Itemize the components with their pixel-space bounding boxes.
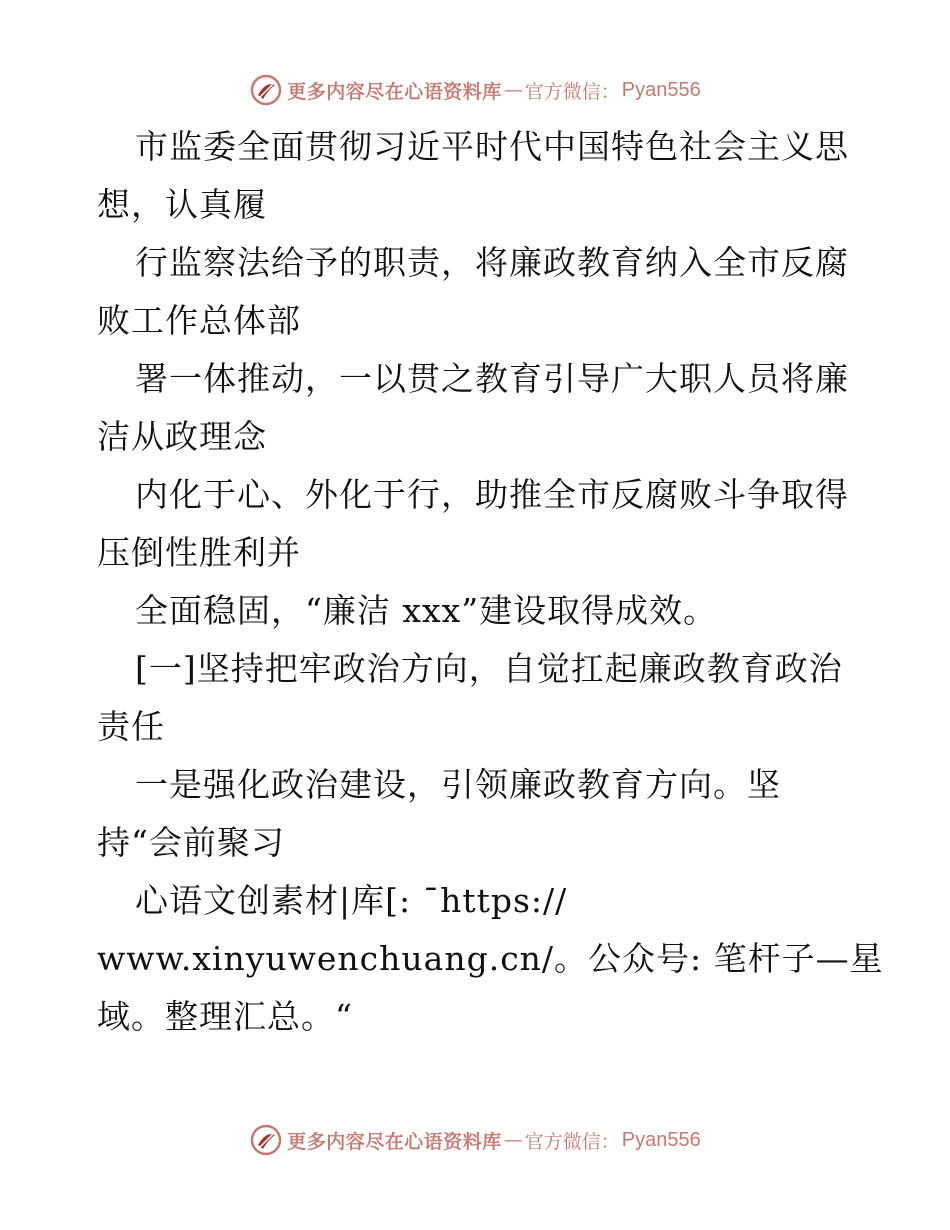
text-line: 全面稳固，“廉洁 xxx”建设取得成效。: [135, 591, 718, 630]
document-body: [97, 118, 884, 1046]
text-line: 心语文创素材|库[: ¯https://: [135, 881, 568, 920]
logo-icon: [249, 73, 283, 107]
text-line: 压倒性胜利并: [97, 533, 301, 572]
text-line: 洁从政理念: [97, 417, 267, 456]
text-line: 想，认真履: [97, 185, 267, 224]
banner-dash: —: [503, 1129, 523, 1151]
text-line: 责任: [97, 707, 165, 746]
footer-watermark-banner: [0, 1120, 950, 1160]
text-line: www.xinyuwenchuang.cn/。公众号: 笔杆子—星: [97, 939, 884, 978]
text-line: 域。整理汇总。“: [97, 997, 353, 1036]
text-line: 行监察法给予的职责，将廉政教育纳入全市反腐: [135, 243, 849, 282]
text-line: 市监委全面贯彻习近平时代中国特色社会主义思: [135, 127, 849, 166]
text-line: 败工作总体部: [97, 301, 301, 340]
text-line: 持“会前聚习: [97, 823, 285, 862]
banner-site-text: 更多内容尽在心语资料库: [287, 1130, 502, 1153]
banner-site-text: 更多内容尽在心语资料库: [287, 80, 502, 103]
banner-wechat-id: Pyan556: [621, 1128, 701, 1151]
text-line: 内化于心、外化于行，助推全市反腐败斗争取得: [135, 475, 849, 514]
banner-wechat-label: 官方微信：: [524, 1130, 620, 1153]
banner-wechat-label: 官方微信：: [524, 80, 620, 103]
header-watermark-banner: [0, 70, 950, 110]
banner-dash: —: [503, 79, 523, 101]
logo-icon: [249, 1123, 283, 1157]
text-line: 署一体推动，一以贯之教育引导广大职人员将廉: [135, 359, 849, 398]
text-line: 一是强化政治建设，引领廉政教育方向。坚: [135, 765, 781, 804]
banner-wechat-id: Pyan556: [621, 78, 701, 101]
text-line: [一]坚持把牢政治方向，自觉扛起廉政教育政治: [135, 649, 843, 688]
